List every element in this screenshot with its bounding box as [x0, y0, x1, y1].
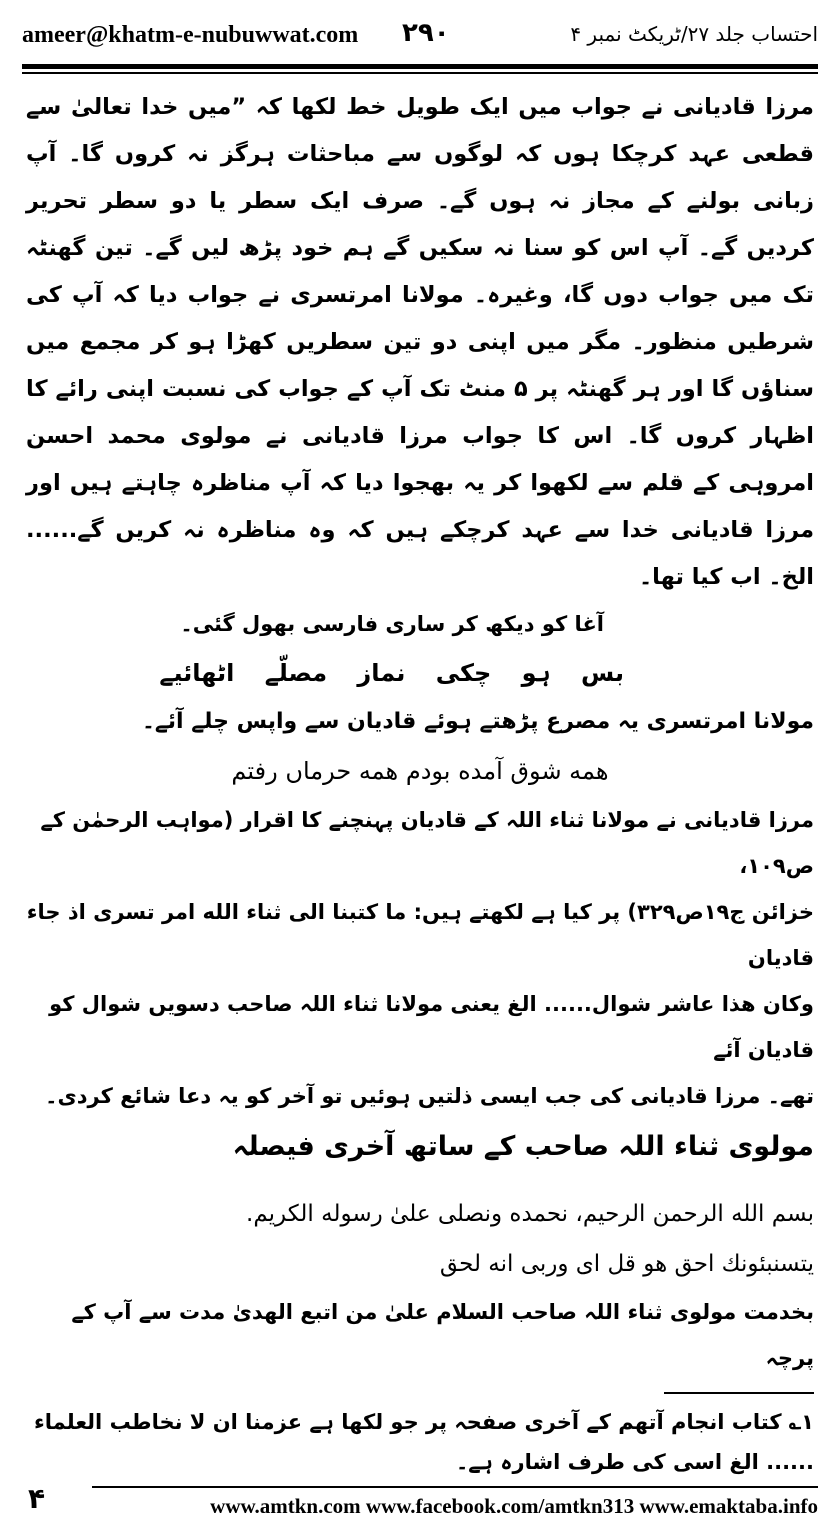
footnote-line-1: ۱؎ کتاب انجام آتھم کے آخری صفحہ پر جو لکھا ہے عزمنا ان لا نخاطب العلماء: [34, 1410, 814, 1434]
footnote-rule: [664, 1392, 814, 1394]
footnote-line-2: ...... الغ اسی کی طرف اشارہ ہے۔: [456, 1450, 814, 1474]
footnote: [26, 1402, 814, 1482]
section-heading: مولوی ثناء اللہ صاحب کے ساتھ آخری فیصلہ: [232, 1131, 814, 1162]
body-paragraph: مرزا قادیانی نے جواب میں ایک طویل خط لکھا کہ ”میں خدا تعالیٰ سے قطعی عہد کرچکا ہوں کہ لوگوں سے مباحثات ہرگز نہ کروں گا۔ آپ زبانی بولنے کے مجاز نہ ہوں گے۔ صرف ایک سطر یا دو سطر تحریر کردیں گے۔ آپ اس کو سنا نہ سکیں گے ہم خود پڑھ لیں گے۔ تین گھنٹہ تک میں جواب دوں گا، وغیرہ۔ مولانا امرتسری نے جواب دیا کہ آپ کی شرطیں منظور۔ مگر میں اپنی دو تین سطریں کھڑا ہو کر مجمع میں سناؤں گا اور ہر گھنٹہ پر ۵ منٹ تک آپ کے جواب کی نسبت اپنی رائے کا اظہار کروں گا۔ اس کا جواب مرزا قادیانی نے مولوی محمد احسن امروہی کے قلم سے لکھوا کر یہ بھجوا دیا کہ آپ مناظرہ چاہتے ہیں اور مرزا قادیانی خدا سے عہد کرچکے ہیں کہ وہ مناظرہ نہ کریں گے...... الخ۔ اب کیا تھا۔: [26, 94, 815, 590]
header-email: ameer@khatm-e-nubuwwat.com: [22, 22, 359, 48]
line-shawwal: وکان هذا عاشر شوال...... الغ یعنی مولانا ثناء اللہ صاحب دسویں شوال کو قادیان آئے: [49, 992, 814, 1062]
urdu-verse: بس ہو چکی نماز مصلّے اٹھائیے: [159, 659, 624, 687]
line-dua: تھے۔ مرزا قادیانی کی جب ایسی ذلتیں ہوئیں تو آخر کو یہ دعا شائع کردی۔: [45, 1084, 814, 1108]
line-return: مولانا امرتسری یہ مصرع پڑھتے ہوئے قادیان سے واپس چلے آئے۔: [142, 709, 814, 734]
line-agha: آغا کو دیکھ کر ساری فارسی بھول گئی۔: [180, 612, 604, 636]
line-khazain: خزائن ج۱۹ص۳۲۹) پر کیا ہے لکھتے ہیں: ما کتبنا الی ثناء الله امر تسری اذ جاء قادیان: [26, 900, 814, 970]
page-header: [22, 18, 818, 58]
page-body: [26, 84, 814, 1381]
line-confession: مرزا قادیانی نے مولانا ثناء اللہ کے قادیان پہنچنے کا اقرار (مواہب الرحمٰن کے ص۱۰۹،: [40, 808, 814, 878]
page-number: ۲۹۰: [402, 18, 450, 48]
header-rule-thin: [22, 72, 818, 74]
persian-verse: همه شوق آمده بودم همه حرماں رفتم: [231, 757, 609, 785]
line-khidmat: بخدمت مولوی ثناء اللہ صاحب السلام علیٰ من اتبع الهدیٰ مدت سے آپ کے پرچہ: [71, 1300, 814, 1370]
footer-links: www.amtkn.com www.facebook.com/amtkn313 www.emaktaba.info: [210, 1494, 818, 1518]
footer-rule: [92, 1486, 818, 1488]
quran-verse-line: یتسنبئونك احق هو قل ای وربی انه لحق: [439, 1251, 814, 1277]
bismillah-line: بسم الله الرحمن الرحیم، نحمده ونصلی علیٰ رسوله الکریم.: [246, 1201, 814, 1227]
header-rule-thick: [22, 64, 818, 69]
footer-page-marker: ۴: [28, 1482, 46, 1515]
page-footer: [22, 1482, 818, 1526]
running-head: احتساب جلد ۲۷/ٹریکٹ نمبر ۴: [570, 22, 818, 46]
